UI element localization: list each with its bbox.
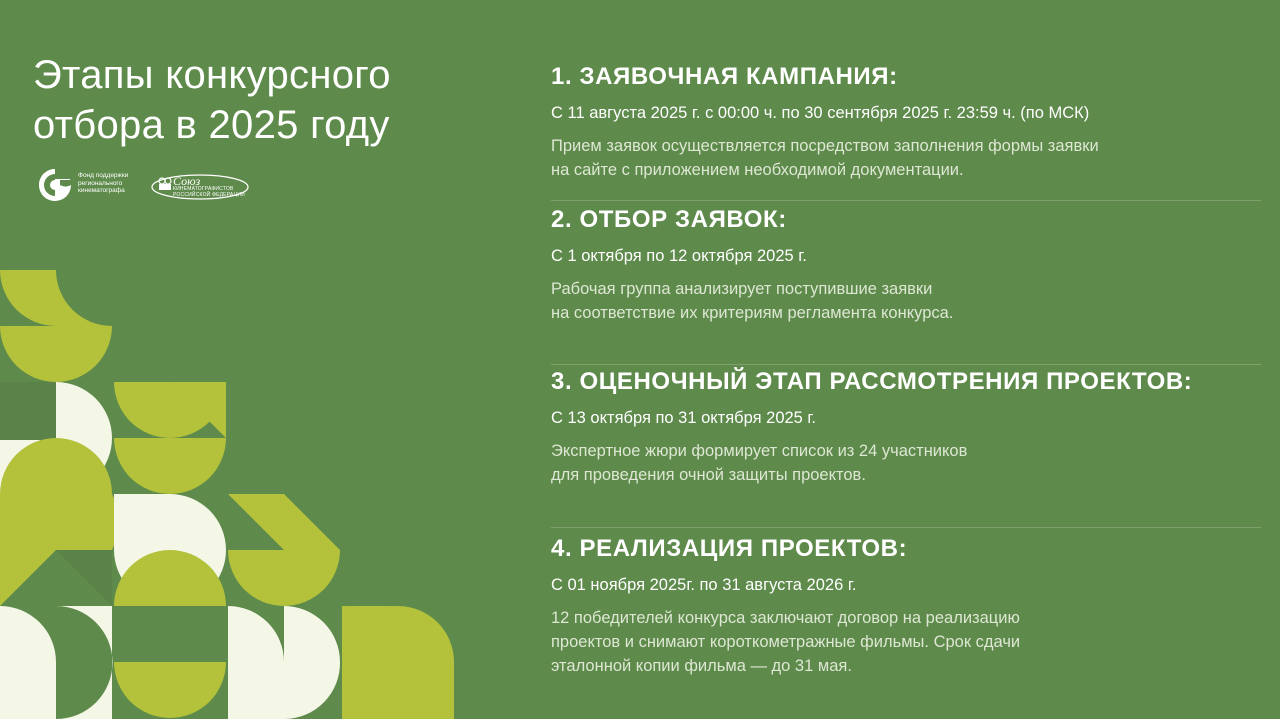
pattern-column-4 xyxy=(342,606,454,719)
fund-logo-line-3: кинематографа xyxy=(78,187,125,194)
pattern-column-1 xyxy=(0,270,119,719)
pattern-column-3 xyxy=(228,494,340,719)
stage-2-description-line: Рабочая группа анализирует поступившие заявки xyxy=(551,280,933,298)
stage-3-description-line: для проведения очной защиты проектов. xyxy=(551,466,866,484)
stage-2-description xyxy=(551,277,1261,325)
union-logo-name: Союз xyxy=(173,174,201,188)
stage-2-heading: 2. ОТБОР ЗАЯВОК: xyxy=(551,206,787,233)
stage-4-description xyxy=(551,606,1261,678)
stage-3-description xyxy=(551,439,1261,487)
stage-3 xyxy=(551,365,1261,528)
stage-2 xyxy=(551,201,1261,365)
stages-list xyxy=(551,62,1261,678)
stage-3-heading: 3. ОЦЕНОЧНЫЙ ЭТАП РАССМОТРЕНИЯ ПРОЕКТОВ: xyxy=(551,368,1193,395)
fund-logo-line-2: регионального xyxy=(78,179,123,187)
pattern-column-2 xyxy=(114,382,226,718)
stage-4-description-line: проектов и снимают короткометражные фильмы. Срок сдачи xyxy=(551,633,1021,651)
stage-2-description-line: на соответствие их критериям регламента конкурса. xyxy=(551,304,954,322)
decorative-geometric-pattern xyxy=(0,270,460,719)
stage-4-description-line: 12 победителей конкурса заключают договор на реализацию xyxy=(551,609,1020,627)
stage-4 xyxy=(551,528,1261,678)
partner-logos xyxy=(38,168,268,204)
stage-1-description-line: на сайте с приложением необходимой документации. xyxy=(551,161,964,179)
stage-2-date: С 1 октября по 12 октября 2025 г. xyxy=(551,247,807,265)
union-logo-text xyxy=(173,176,245,198)
fund-logo-icon xyxy=(38,168,72,202)
stage-1-heading: 1. ЗАЯВОЧНАЯ КАМПАНИЯ: xyxy=(551,63,898,90)
fund-logo-line-1: Фонд поддержки xyxy=(78,172,129,179)
union-logo-line-1: КИНЕМАТОГРАФИСТОВ xyxy=(173,186,234,192)
union-logo-line-2: РОССИЙСКОЙ ФЕДЕРАЦИИ xyxy=(173,192,245,198)
stage-4-heading: 4. РЕАЛИЗАЦИЯ ПРОЕКТОВ: xyxy=(551,535,908,562)
stage-1-description xyxy=(551,134,1261,182)
stage-3-date: С 13 октября по 31 октября 2025 г. xyxy=(551,409,817,427)
title-line-1: Этапы конкурсного xyxy=(33,53,391,97)
stage-4-date: С 01 ноября 2025г. по 31 августа 2026 г. xyxy=(551,576,857,594)
stage-1 xyxy=(551,62,1261,201)
stage-3-description-line: Экспертное жюри формирует список из 24 участников xyxy=(551,442,968,460)
title-line-2: отбора в 2025 году xyxy=(33,103,390,147)
fund-logo-text xyxy=(78,172,148,195)
stage-1-date: С 11 августа 2025 г. с 00:00 ч. по 30 сентября 2025 г. 23:59 ч. (по МСК) xyxy=(551,104,1090,122)
stage-4-description-line: эталонной копии фильма — до 31 мая. xyxy=(551,657,852,675)
stage-1-description-line: Прием заявок осуществляется посредством заполнения формы заявки xyxy=(551,137,1099,155)
page-title xyxy=(33,50,391,150)
